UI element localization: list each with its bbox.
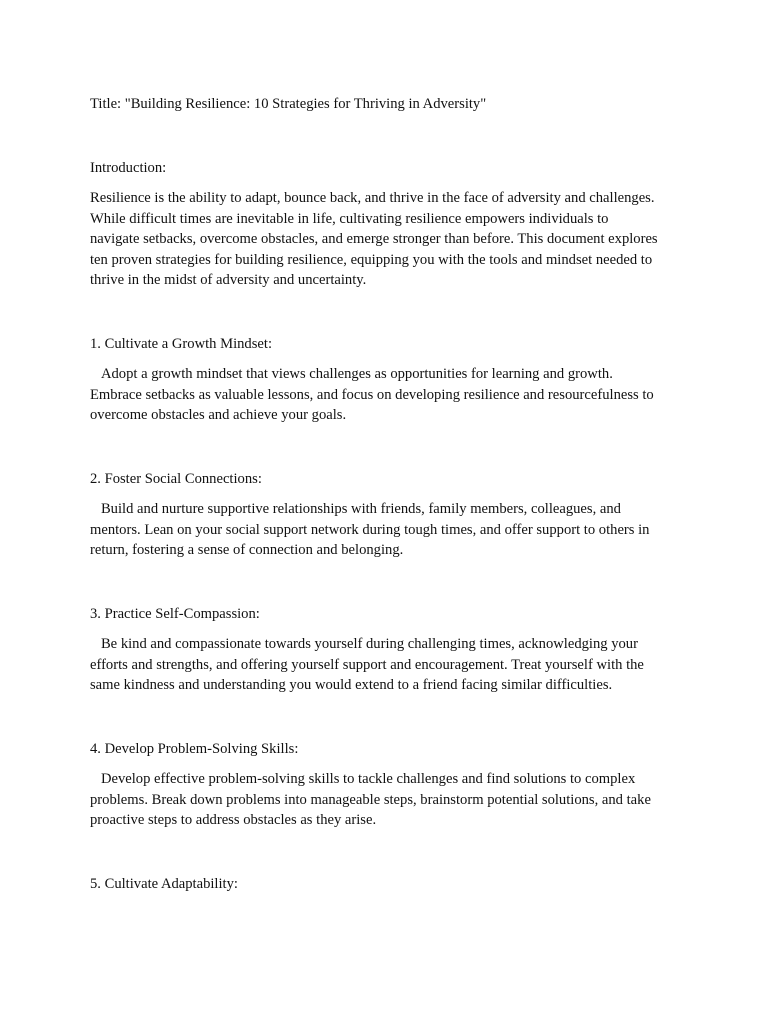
paragraph-line: efforts and strengths, and offering yourself support and encouragement. Treat yourself with the <box>90 656 644 673</box>
section-heading-4: 4. Develop Problem-Solving Skills: <box>90 740 299 757</box>
paragraph-line: return, fostering a sense of connection and belonging. <box>90 542 404 558</box>
section-paragraph-3 <box>90 634 690 696</box>
paragraph-line: same kindness and understanding you would extend to a friend facing similar difficulties. <box>90 677 613 693</box>
paragraph-line: Develop effective problem-solving skills to tackle challenges and find solutions to complex <box>100 771 636 787</box>
section-paragraph-4 <box>90 769 690 831</box>
paragraph-line: Build and nurture supportive relationships with friends, family members, colleagues, and <box>100 501 621 517</box>
paragraph-line: ten proven strategies for building resilience, equipping you with the tools and mindset needed to <box>90 251 653 268</box>
paragraph-line: Embrace setbacks as valuable lessons, and focus on developing resilience and resourcefulness to <box>90 386 654 403</box>
section-paragraph-2 <box>90 499 690 561</box>
paragraph-line: overcome obstacles and achieve your goals. <box>90 407 347 423</box>
paragraph-line: Adopt a growth mindset that views challenges as opportunities for learning and growth. <box>100 366 613 382</box>
document-title: Title: "Building Resilience: 10 Strategies for Thriving in Adversity" <box>90 96 487 112</box>
section-heading-2: 2. Foster Social Connections: <box>90 470 262 487</box>
paragraph-line: problems. Break down problems into manageable steps, brainstorm potential solutions, and take <box>90 791 651 808</box>
paragraph-line: Be kind and compassionate towards yourself during challenging times, acknowledging your <box>100 636 638 652</box>
introduction-paragraph <box>90 188 690 291</box>
section-paragraph-1 <box>90 364 690 426</box>
paragraph-line: mentors. Lean on your social support network during tough times, and offer support to others in <box>90 521 650 538</box>
paragraph-line: While difficult times are inevitable in life, cultivating resilience empowers individuals to <box>90 210 609 227</box>
paragraph-line: thrive in the midst of adversity and uncertainty. <box>90 272 367 288</box>
section-heading-5: 5. Cultivate Adaptability: <box>90 875 238 892</box>
paragraph-line: proactive steps to address obstacles as they arise. <box>90 812 377 828</box>
introduction-heading: Introduction: <box>90 159 167 176</box>
paragraph-line: navigate setbacks, overcome obstacles, and emerge stronger than before. This document explores <box>90 231 658 247</box>
paragraph-line: Resilience is the ability to adapt, bounce back, and thrive in the face of adversity and challenges. <box>90 190 655 206</box>
section-heading-1: 1. Cultivate a Growth Mindset: <box>90 335 272 352</box>
section-heading-3: 3. Practice Self-Compassion: <box>90 605 260 622</box>
document-body <box>90 94 690 894</box>
